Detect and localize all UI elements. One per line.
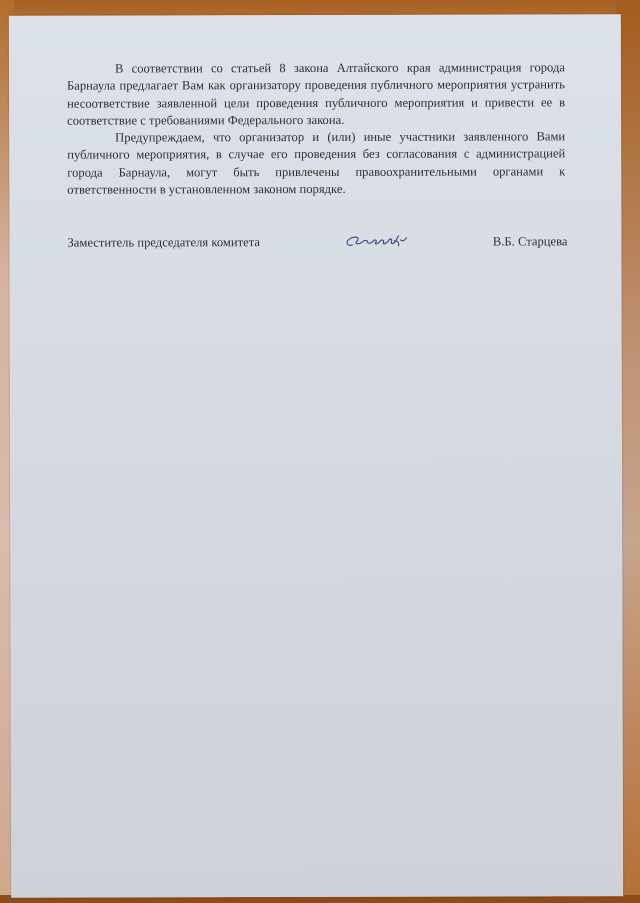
paragraph-demand: В соответствии со статьей 8 закона Алтайского края администрация города Барнаула предлагает Вам как организатору проведения публичного мероприятия устранить несоответствие заявленной цели проведения публичного мероприятия и привести ее в соответствие с требованиями Федерального закона.	[67, 60, 566, 128]
handwritten-signature-icon	[342, 229, 412, 255]
letter-body	[67, 59, 565, 199]
signer-name: В.Б. Старцева	[492, 234, 568, 249]
paragraph-warning: Предупреждаем, что организатор и (или) иные участники заявленного Вами публичного мероприятия, в случае его проведения без согласования с администрацией города Барнаула, могут быть привлечены правоохранительными органами к ответственности в установленном законом порядке.	[67, 129, 566, 197]
paper-sheet	[9, 14, 623, 898]
signature-block	[67, 230, 568, 255]
signer-position-title: Заместитель председателя комитета	[67, 235, 260, 250]
